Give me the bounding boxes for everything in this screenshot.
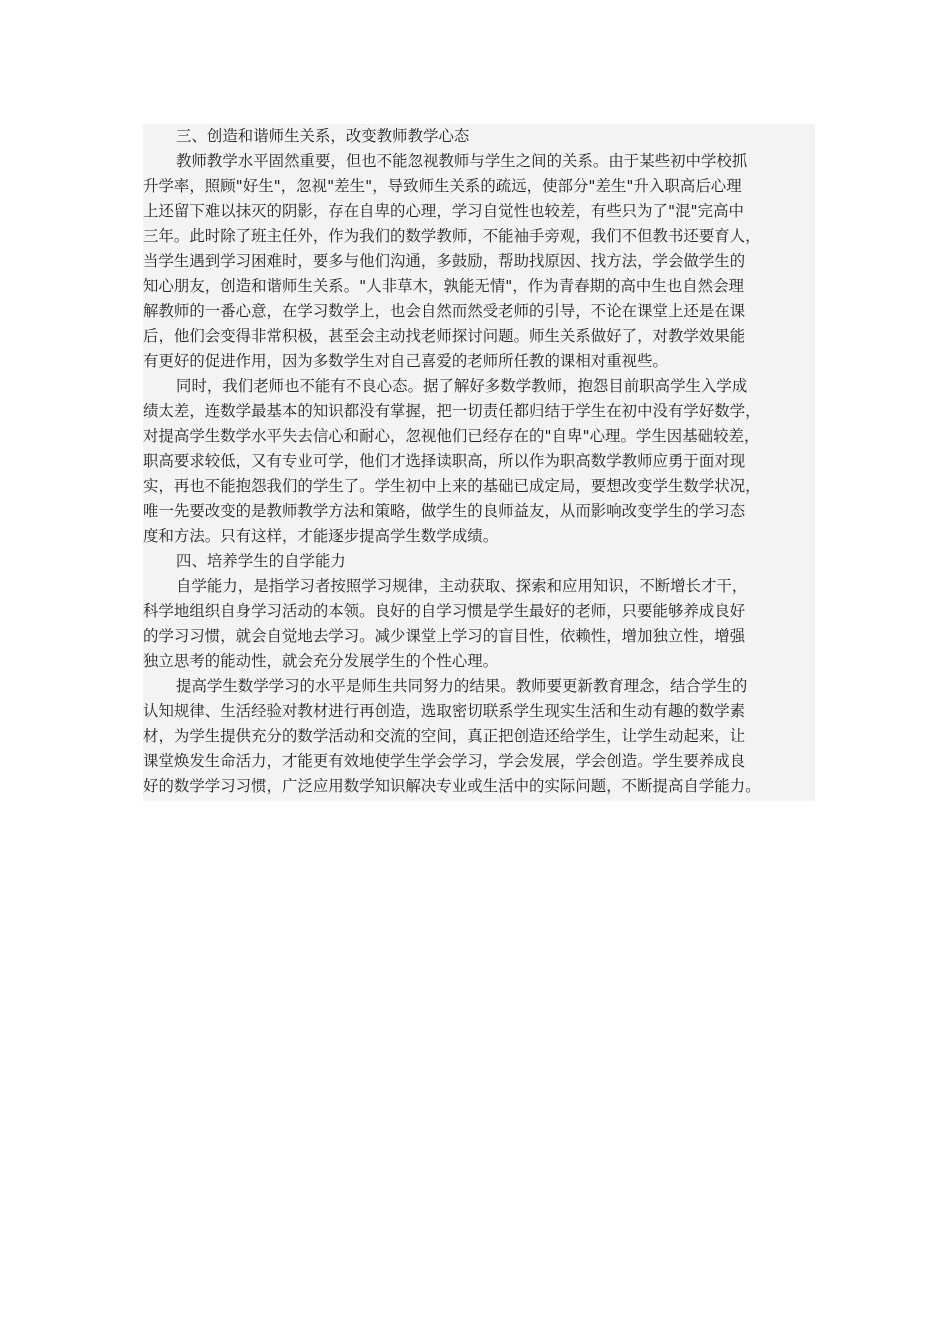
paragraph-line: 唯一先要改变的是教师教学方法和策略，做学生的良师益友，从而影响改变学生的学习态 [143,502,746,520]
paragraph-line: 绩太差，连数学最基本的知识都没有掌握，把一切责任都归结于学生在初中没有学好数学， [143,402,761,420]
paragraph-line: 三年。此时除了班主任外，作为我们的数学教师，不能袖手旁观，我们不但教书还要育人， [143,227,761,245]
paragraph-line: 解教师的一番心意，在学习数学上，也会自然而然受老师的引导，不论在课堂上还是在课 [143,302,746,320]
paragraph-line: 独立思考的能动性，就会充分发展学生的个性心理。 [143,652,499,670]
paragraph-teacher-mindset [143,374,815,549]
paragraph-line: 认知规律、生活经验对教材进行再创造，选取密切联系学生现实生活和生动有趣的数学素 [143,702,746,720]
paragraph-line: 自学能力，是指学习者按照学习规律，主动获取、探索和应用知识，不断增长才干， [176,577,748,595]
paragraph-line: 知心朋友，创造和谐师生关系。"人非草木，孰能无情"，作为青春期的高中生也自然会理 [143,277,745,295]
paragraph-line: 提高学生数学学习的水平是师生共同努力的结果。教师要更新教育理念，结合学生的 [176,677,748,695]
paragraph-line: 当学生遇到学习困难时，要多与他们沟通，多鼓励，帮助找原因、找方法，学会做学生的 [143,252,746,270]
paragraph-line: 职高要求较低，又有专业可学，他们才选择读职高，所以作为职高数学教师应勇于面对现 [143,452,746,470]
paragraph-line: 教师教学水平固然重要，但也不能忽视教师与学生之间的关系。由于某些初中学校抓 [176,152,748,170]
paragraph-line: 上还留下难以抹灭的阴影，存在自卑的心理，学习自觉性也较差，有些只为了"混"完高中 [143,202,745,220]
paragraph-line: 对提高学生数学水平失去信心和耐心，忽视他们已经存在的"自卑"心理。学生因基础较差， [143,427,760,445]
paragraph-line: 实，再也不能抱怨我们的学生了。学生初中上来的基础已成定局，要想改变学生数学状况， [143,477,761,495]
paragraph-line: 好的数学学习习惯，广泛应用数学知识解决专业或生活中的实际问题，不断提高自学能力。 [143,777,761,795]
paragraph-line: 有更好的促进作用，因为多数学生对自己喜爱的老师所任教的课相对重视些。 [143,352,668,370]
paragraph-line: 后，他们会变得非常积极，甚至会主动找老师探讨问题。师生关系做好了，对教学效果能 [143,327,746,345]
paragraph-teacher-student-relationship [143,149,815,374]
section-heading-3: 三、创造和谐师生关系，改变教师教学心态 [176,127,470,145]
paragraph-line: 度和方法。只有这样，才能逐步提高学生数学成绩。 [143,527,499,545]
paragraph-line: 材，为学生提供充分的数学活动和交流的空间，真正把创造还给学生，让学生动起来，让 [143,727,746,745]
paragraph-self-study-ability [143,574,815,674]
paragraph-conclusion [143,674,815,799]
section-heading-4: 四、培养学生的自学能力 [176,552,346,570]
document-text-block [143,124,815,801]
paragraph-line: 的学习习惯，就会自觉地去学习。减少课堂上学习的盲目性，依赖性，增加独立性，增强 [143,627,746,645]
paragraph-line: 科学地组织自身学习活动的本领。良好的自学习惯是学生最好的老师，只要能够养成良好 [143,602,746,620]
paragraph-line: 课堂焕发生命活力，才能更有效地使学生学会学习，学会发展，学会创造。学生要养成良 [143,752,746,770]
paragraph-line: 同时，我们老师也不能有不良心态。据了解好多数学教师，抱怨目前职高学生入学成 [176,377,748,395]
paragraph-line: 升学率，照顾"好生"，忽视"差生"，导致师生关系的疏远，使部分"差生"升入职高后心理 [143,177,742,195]
